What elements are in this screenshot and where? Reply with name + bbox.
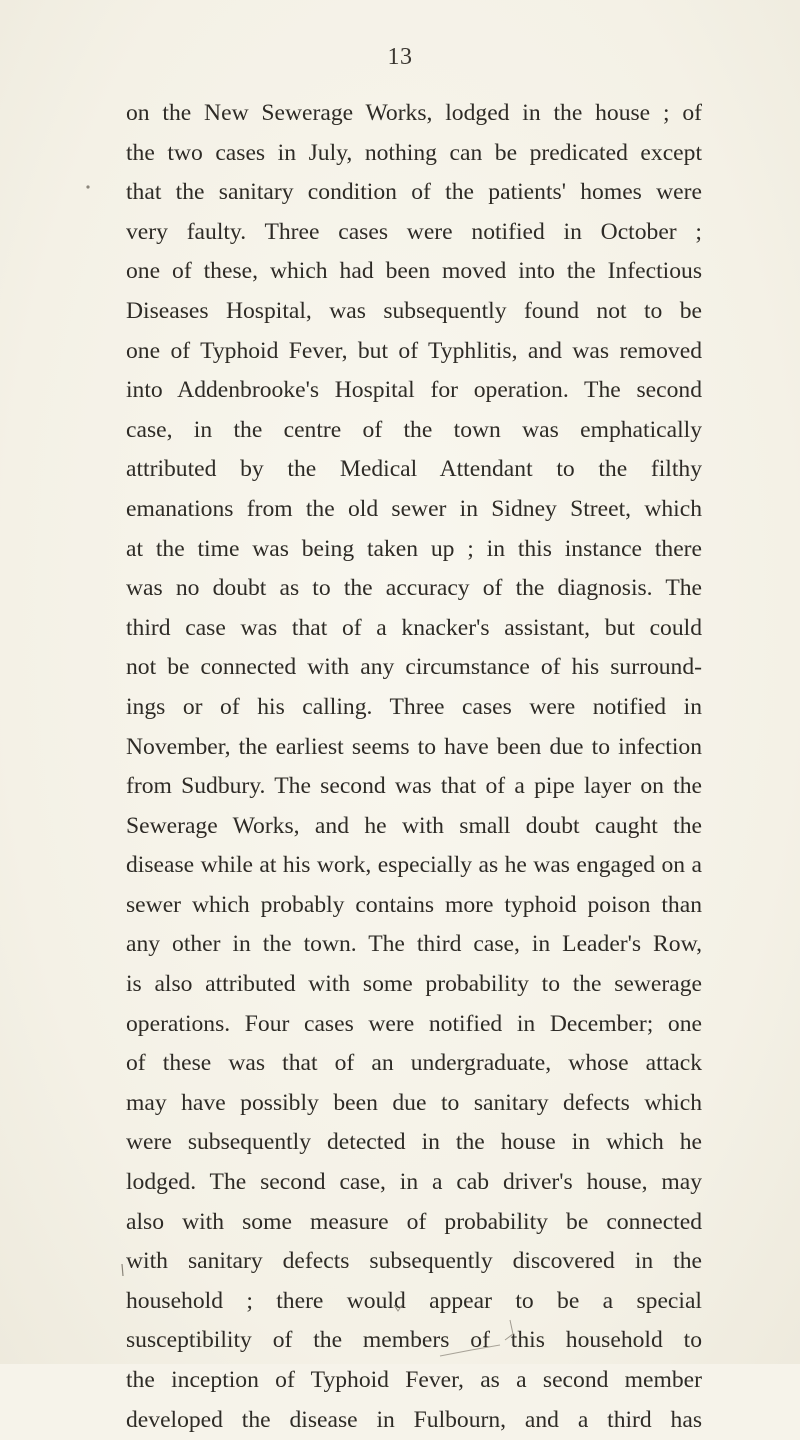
text-line: one of Typhoid Fever, but of Typhlitis, and was removed: [126, 337, 702, 364]
text-line: of these was that of an undergraduate, whose attack: [126, 1050, 702, 1077]
text-line: from Sudbury. The second was that of a pipe layer on the: [126, 773, 702, 800]
text-line: operations. Four cases were notified in December; one: [126, 1010, 702, 1037]
text-line: the inception of Typhoid Fever, as a second member: [126, 1367, 702, 1393]
text-line: was no doubt as to the accuracy of the diagnosis. The: [126, 575, 702, 602]
text-line: November, the earliest seems to have been due to infection: [126, 733, 702, 760]
text-line: disease while at his work, especially as he was engaged on a: [126, 852, 702, 879]
text-line: lodged. The second case, in a cab driver's house, may: [126, 1169, 702, 1196]
text-line: developed the disease in Fulbourn, and a third has: [126, 1406, 702, 1433]
text-line: attributed by the Medical Attendant to the filthy: [126, 456, 702, 483]
text-line: household ; there would appear to be a special: [126, 1287, 702, 1314]
text-line: ings or of his calling. Three cases were notified in: [126, 693, 702, 720]
text-line: that the sanitary condition of the patients' homes were: [126, 179, 702, 206]
text-line: one of these, which had been moved into the Infectious: [126, 258, 702, 285]
ink-stroke: [440, 1345, 500, 1356]
page-number: 13: [387, 44, 413, 70]
text-line: Diseases Hospital, was subsequently found not to be: [126, 297, 702, 324]
text-line: sewer which probably contains more typhoid poison than: [126, 891, 702, 918]
text-line: on the New Sewerage Works, lodged in the house ; of: [126, 100, 702, 126]
text-line: any other in the town. The third case, in Leader's Row,: [126, 931, 702, 958]
text-line: into Addenbrooke's Hospital for operation. The second: [126, 377, 702, 404]
text-line: with sanitary defects subsequently discovered in the: [126, 1248, 702, 1275]
text-line: the two cases in July, nothing can be predicated except: [126, 139, 702, 166]
text-line: may have possibly been due to sanitary defects which: [126, 1089, 702, 1116]
text-line: very faulty. Three cases were notified in October ;: [126, 218, 702, 245]
text-line: susceptibility of the members of this household to: [126, 1327, 702, 1354]
margin-tick: [122, 1264, 123, 1276]
text-line: not be connected with any circumstance of his surround-: [126, 654, 702, 681]
ink-mark: [394, 1305, 402, 1311]
text-line: is also attributed with some probability to the sewerage: [126, 971, 702, 998]
ink-speck: [86, 185, 89, 188]
text-line: Sewerage Works, and he with small doubt caught the: [126, 812, 702, 839]
text-line: emanations from the old sewer in Sidney Street, which: [126, 495, 702, 522]
text-line: case, in the centre of the town was emphatically: [126, 416, 702, 443]
text-line: third case was that of a knacker's assistant, but could: [126, 614, 702, 641]
text-line: at the time was being taken up ; in this instance there: [126, 535, 702, 562]
text-line: were subsequently detected in the house in which he: [126, 1129, 702, 1156]
ink-stroke: [505, 1320, 513, 1340]
text-line: also with some measure of probability be connected: [126, 1208, 702, 1235]
